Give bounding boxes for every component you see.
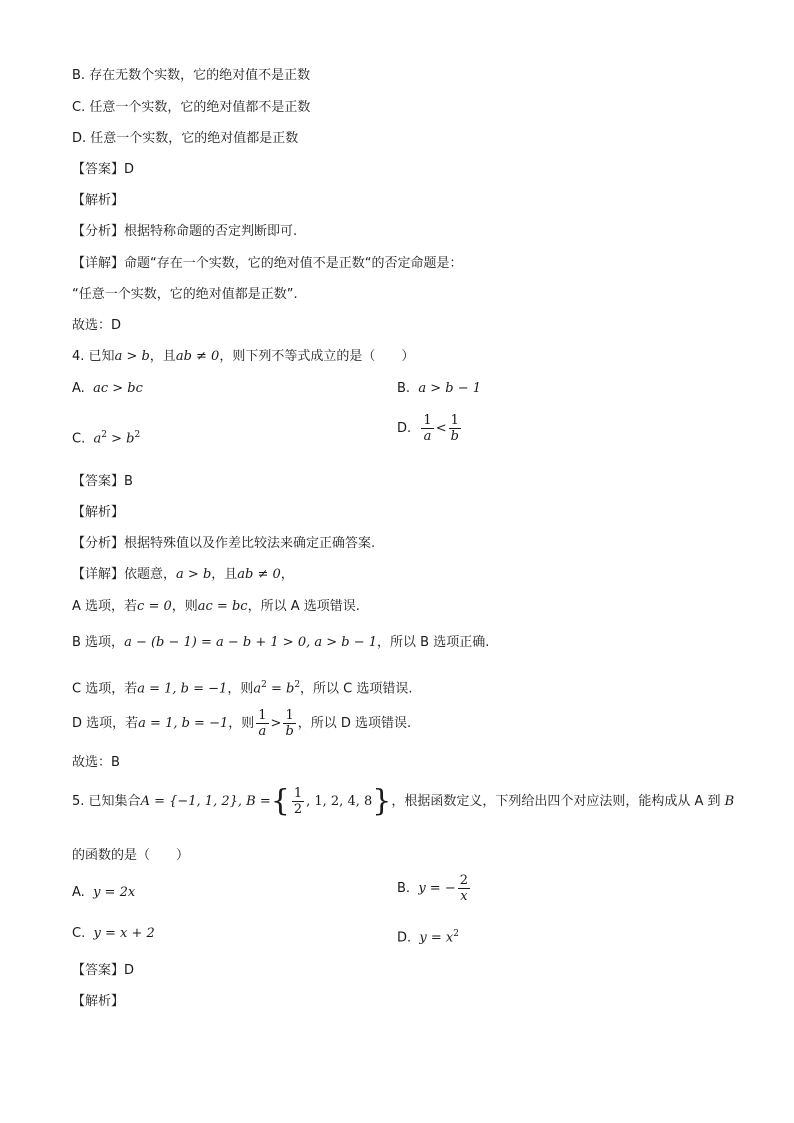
q3-fenxi: 【分析】根据特称命题的否定判断即可. xyxy=(72,224,298,239)
q4-option-d: D. $\frac{1}{a}$ < $\frac{1}{b}$ xyxy=(397,413,459,444)
q4-answer: 【答案】B xyxy=(72,474,133,489)
q4-xiangjie: 【详解】依题意，a > b，且ab ≠ 0， xyxy=(72,567,294,582)
q3-option-b: B. 存在无数个实数，它的绝对值不是正数 xyxy=(72,68,311,83)
q4-jiexi: 【解析】 xyxy=(72,505,125,520)
q5-jiexi: 【解析】 xyxy=(72,994,125,1009)
q3-answer: 【答案】D xyxy=(72,162,135,177)
q5-answer: 【答案】D xyxy=(72,963,135,978)
q3-jiexi: 【解析】 xyxy=(72,193,125,208)
q5-option-b: B. y = − $\frac{2}{x}$ xyxy=(397,873,469,904)
q4-option-b: B. a > b − 1 xyxy=(397,381,481,396)
q5-option-d: D. $y = x^2$ xyxy=(397,929,459,946)
q3-guxuan: 故选：D xyxy=(72,318,122,333)
q4-stem: 4. 已知a > b，且ab ≠ 0，则下列不等式成立的是（ ） xyxy=(72,349,415,364)
q4-case-c: C 选项，若a = 1, b = −1，则$a^2 = b^2$，所以 C 选项错误. xyxy=(72,680,413,697)
q4-case-d: D 选项，若a = 1, b = −1，则 $\frac{1}{a}$ > $\frac{1}{b}$ ，所以 D 选项错误. xyxy=(72,708,412,739)
q5-stem: 5. 已知集合A = {−1, 1, 2}, B ={ $\frac{1}{2}$ , 1, 2, 4, 8}，根据函数定义，下列给出四个对应法则，能构成从 A 到 B xyxy=(72,783,735,819)
q3-xiangjie-cont: “任意一个实数，它的绝对值都是正数”. xyxy=(72,287,298,302)
q5-stem-cont: 的函数的是（ ） xyxy=(72,848,190,863)
q4-option-a: A. ac > bc xyxy=(72,381,143,396)
q4-guxuan: 故选：B xyxy=(72,755,120,770)
q4-case-a: A 选项，若c = 0，则ac = bc，所以 A 选项错误. xyxy=(72,599,360,614)
q3-option-d: D. 任意一个实数，它的绝对值都是正数 xyxy=(72,131,299,146)
q4-fenxi: 【分析】根据特殊值以及作差比较法来确定正确答案. xyxy=(72,536,376,551)
q5-option-c: C. y = x + 2 xyxy=(72,926,155,941)
q5-option-a: A. y = 2x xyxy=(72,885,136,900)
q3-option-c: C. 任意一个实数，它的绝对值都不是正数 xyxy=(72,100,311,115)
q4-option-c: C. $a^2 > b^2$ xyxy=(72,430,141,447)
q3-xiangjie: 【详解】命题“存在一个实数，它的绝对值不是正数“的否定命题是： xyxy=(72,256,463,271)
q4-case-b: B 选项，a − (b − 1) = a − b + 1 > 0, a > b − 1，所以 B 选项正确. xyxy=(72,635,490,650)
